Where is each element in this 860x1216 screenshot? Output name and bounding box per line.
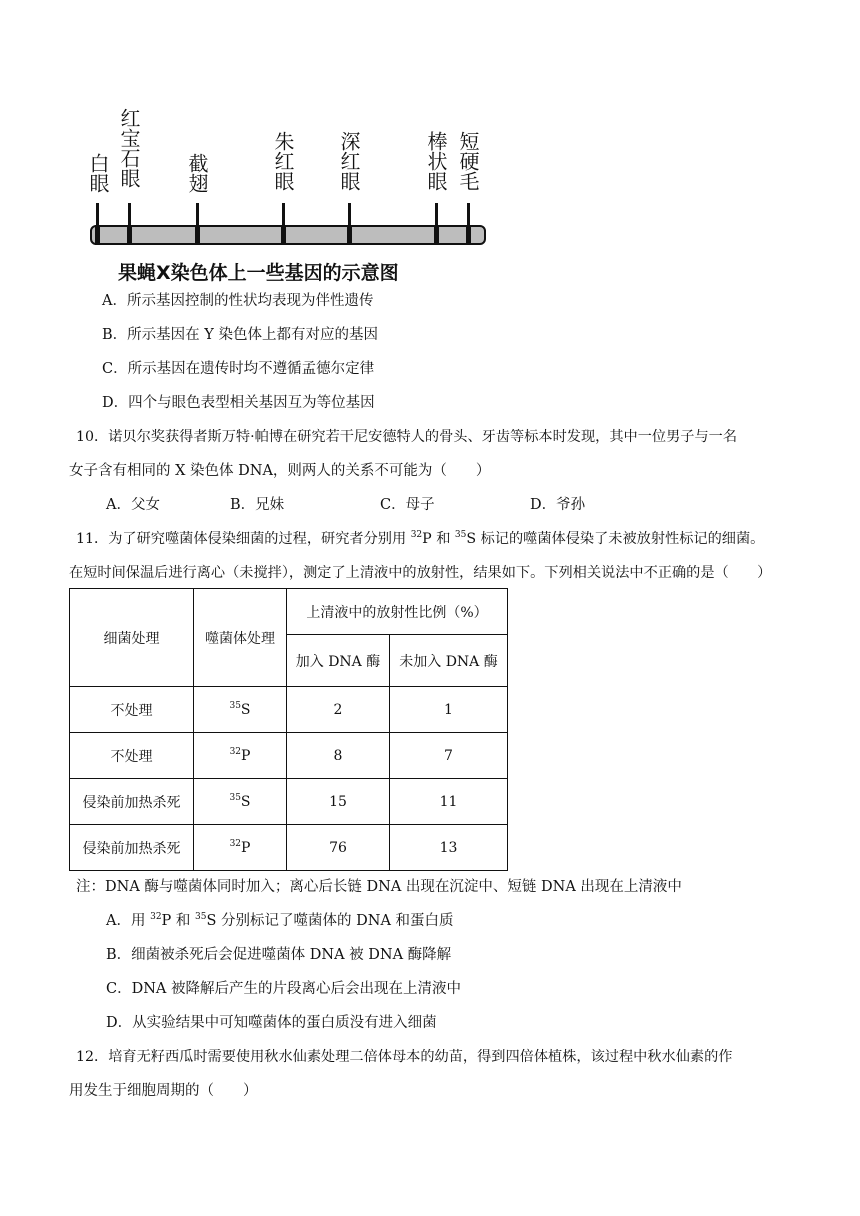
isotope-superscript: 32 (150, 912, 162, 922)
isotope-symbol: S (240, 701, 251, 718)
gene-label-vermilion-eye: 朱红眼 (271, 131, 295, 191)
q10-option-b: B．兄妹 (230, 497, 285, 513)
option-text: S 分别标记了噬菌体的 DNA 和蛋白质 (206, 913, 454, 929)
isotope-superscript: 32 (410, 530, 423, 540)
cell-isotope (194, 825, 287, 871)
gene-band (281, 225, 286, 245)
gene-label-bristle: 短硬毛 (456, 131, 480, 191)
isotope-symbol: P (241, 747, 251, 764)
gene-band (347, 225, 352, 245)
q9-option-a: A．所示基因控制的性状均表现为伴性遗传 (102, 293, 374, 309)
gene-band (127, 225, 132, 245)
q11-stem-text: 11．为了研究噬菌体侵染细菌的过程，研究者分别用 (76, 531, 411, 547)
cell-value: 15 (287, 779, 390, 825)
gene-tick (348, 203, 351, 225)
x-chromosome-bar (90, 225, 486, 245)
table-row (70, 779, 508, 825)
cell-isotope (194, 687, 287, 733)
table-row (70, 733, 508, 779)
gene-label-bar-eye: 棒状眼 (424, 131, 448, 191)
gene-tick (467, 203, 470, 225)
q11-option-b: B．细菌被杀死后会促进噬菌体 DNA 被 DNA 酶降解 (106, 947, 452, 963)
isotope-superscript: 32 (229, 746, 242, 757)
gene-tick (282, 203, 285, 225)
gene-band (466, 225, 471, 245)
gene-label-ruby-eye: 红宝石眼 (117, 108, 141, 188)
results-table (69, 588, 508, 871)
q9-option-c: C．所示基因在遗传时均不遵循孟德尔定律 (102, 361, 375, 377)
header-supernatant-radioactivity: 上清液中的放射性比例（%） (287, 589, 508, 635)
cell-bacteria: 侵染前加热杀死 (70, 825, 194, 871)
gene-band (434, 225, 439, 245)
header-phage-treatment: 噬菌体处理 (194, 589, 287, 687)
table-row (70, 825, 508, 871)
gene-label-carmine-eye: 深红眼 (337, 131, 361, 191)
gene-tick (435, 203, 438, 225)
q11-option-a (106, 912, 454, 930)
header-bacteria-treatment: 细菌处理 (70, 589, 194, 687)
isotope-symbol: S (240, 793, 251, 810)
q10-option-a: A．父女 (106, 497, 160, 513)
gene-band (95, 225, 100, 245)
option-text: A．用 (106, 913, 151, 929)
isotope-superscript: 32 (229, 838, 242, 849)
header-without-dnase: 未加入 DNA 酶 (390, 635, 508, 687)
q12-stem-line2: 用发生于细胞周期的（ ） (69, 1083, 258, 1099)
q12-stem-line1: 12．培育无籽西瓜时需要使用秋水仙素处理二倍体母本的幼苗，得到四倍体植株，该过程中秋水仙素的作 (76, 1049, 733, 1065)
gene-label-cut-wing: 截翅 (185, 153, 209, 193)
gene-tick (196, 203, 199, 225)
cell-bacteria: 不处理 (70, 687, 194, 733)
isotope-superscript: 35 (229, 700, 241, 711)
isotope-superscript: 35 (195, 912, 207, 922)
cell-value: 1 (390, 687, 508, 733)
q10-option-d: D．爷孙 (530, 497, 586, 513)
gene-tick (128, 203, 131, 225)
q11-table-note: 注：DNA 酶与噬菌体同时加入；离心后长链 DNA 出现在沉淀中、短链 DNA 出现在上清液中 (76, 879, 682, 895)
q11-stem-line2: 在短时间保温后进行离心（未搅拌），测定了上清液中的放射性，结果如下。下列相关说法中不正确的是（ ） (69, 565, 772, 581)
cell-value: 13 (390, 825, 508, 871)
chromosome-figure (88, 108, 498, 288)
gene-tick (96, 203, 99, 225)
isotope-superscript: 35 (454, 530, 467, 540)
cell-value: 76 (287, 825, 390, 871)
gene-band (195, 225, 200, 245)
q11-stem-line1 (76, 530, 764, 548)
q11-option-d: D．从实验结果中可知噬菌体的蛋白质没有进入细菌 (106, 1015, 437, 1031)
option-text: P 和 (161, 913, 196, 929)
table-row (70, 687, 508, 733)
cell-bacteria: 不处理 (70, 733, 194, 779)
cell-value: 7 (390, 733, 508, 779)
q9-option-d: D．四个与眼色表型相关基因互为等位基因 (102, 395, 375, 411)
cell-value: 11 (390, 779, 508, 825)
isotope-symbol: P (241, 839, 251, 856)
q11-option-c: C．DNA 被降解后产生的片段离心后会出现在上清液中 (106, 981, 461, 997)
isotope-superscript: 35 (229, 792, 241, 803)
q9-option-b: B．所示基因在 Y 染色体上都有对应的基因 (102, 327, 378, 343)
q10-option-c: C．母子 (380, 497, 435, 513)
header-with-dnase: 加入 DNA 酶 (287, 635, 390, 687)
q11-stem-text: S 标记的噬菌体侵染了未被放射性标记的细菌。 (466, 531, 765, 547)
q10-stem-line1: 10．诺贝尔奖获得者斯万特·帕博在研究若干尼安德特人的骨头、牙齿等标本时发现，其中一位男子与一名 (76, 429, 738, 445)
cell-isotope (194, 733, 287, 779)
cell-value: 2 (287, 687, 390, 733)
cell-value: 8 (287, 733, 390, 779)
cell-isotope (194, 779, 287, 825)
cell-bacteria: 侵染前加热杀死 (70, 779, 194, 825)
q11-stem-text: P 和 (422, 531, 455, 547)
q10-stem-line2: 女子含有相同的 X 染色体 DNA，则两人的关系不可能为（ ） (69, 463, 491, 479)
figure-caption: 果蝇X染色体上一些基因的示意图 (118, 262, 399, 284)
gene-label-white-eye: 白眼 (86, 153, 110, 193)
